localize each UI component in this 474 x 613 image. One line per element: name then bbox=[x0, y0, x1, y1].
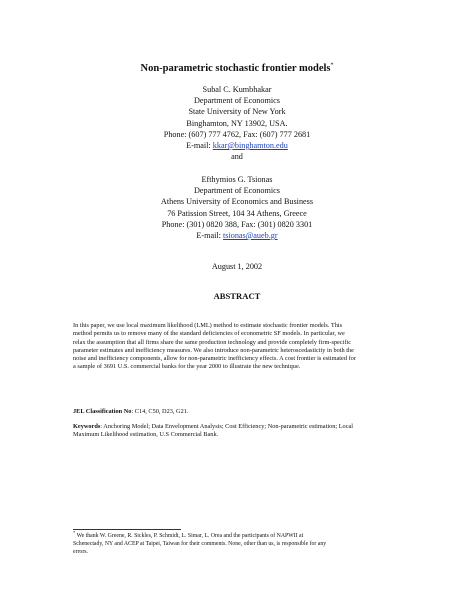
footnote-line bbox=[73, 530, 373, 541]
footnote-line: errors. bbox=[73, 548, 88, 555]
abstract-line: relax the assumption that all firms share the same production technology and provide completely firm-specific bbox=[73, 338, 352, 346]
author-phone: Phone: (607) 777 4762, Fax: (607) 777 2681 bbox=[163, 129, 311, 139]
footnote-line: Schenectady, NY and ACEP at Taipei, Taiwan for their comments. None, other than us, is responsible for any bbox=[73, 540, 327, 547]
author-block-1 bbox=[0, 84, 474, 151]
jel-value: : C14, C50, D23, G21. bbox=[131, 408, 189, 415]
abstract-line: noise and inefficiency components, allow for non-parametric inefficiency effects. A cost frontier is estimated for bbox=[73, 355, 356, 363]
footnote-mark: * bbox=[73, 530, 76, 536]
abstract-line: In this paper, we use local maximum likelihood (LML) method to estimate stochastic frontier models. This bbox=[73, 322, 343, 329]
footnote-text: We thank W. Greene, R. Sickles, P. Schmidt, L. Simar, L. Orea and the participants of NAPWII at bbox=[75, 533, 304, 539]
author-email-line bbox=[0, 140, 474, 151]
abstract-body bbox=[73, 322, 401, 372]
footnote bbox=[73, 530, 373, 556]
keywords bbox=[73, 423, 373, 440]
jel-label: JEL Classification No bbox=[73, 408, 132, 415]
author-department: Department of Economics bbox=[194, 96, 280, 106]
abstract-line: method permits us to remove many of the standard deficiencies of econometric SF models. In particular, we bbox=[73, 330, 345, 338]
title-footnote-mark: * bbox=[330, 62, 334, 69]
author-university: State University of New York bbox=[188, 107, 286, 117]
abstract-line: a sample of 3691 U.S. commercial banks for the year 2000 to illustrate the new technique. bbox=[73, 363, 301, 371]
abstract-heading: ABSTRACT bbox=[213, 291, 261, 301]
email-label: E-mail: bbox=[186, 141, 213, 151]
author-address: Binghamton, NY 13902, USA. bbox=[186, 118, 288, 128]
author-name: Subal C. Kumbhakar bbox=[202, 85, 272, 94]
title-text: Non-parametric stochastic frontier models bbox=[140, 63, 331, 74]
author-block-2 bbox=[0, 174, 474, 241]
author-email-line bbox=[0, 230, 474, 241]
keywords-text: : Anchoring Model; Data Envelopment Analysis; Cost Efficiency; Non-parametric estimation; Local bbox=[100, 423, 354, 430]
keywords-line: Maximum Likelihood estimation, U.S Commercial Bank. bbox=[73, 431, 219, 439]
jel-classification bbox=[73, 408, 401, 416]
email-label: E-mail: bbox=[196, 231, 223, 241]
paper-date: August 1, 2002 bbox=[211, 262, 263, 271]
keywords-line bbox=[73, 423, 373, 431]
author-department: Department of Economics bbox=[194, 186, 280, 196]
author-address: 76 Patission Street, 104 34 Athens, Greece bbox=[167, 208, 307, 218]
author-name: Efthymios G. Tsionas bbox=[201, 175, 273, 184]
abstract-line: parameter estimates and inefficiency measures. We also introduce non-parametric heteroscedasticity in both the bbox=[73, 346, 354, 354]
author-phone: Phone: (301) 0820 388, Fax: (301) 0820 3301 bbox=[161, 219, 313, 229]
author-university: Athens University of Economics and Business bbox=[160, 197, 314, 207]
author-email-link[interactable]: tsionas@aueb.gr bbox=[223, 231, 278, 241]
keywords-label: Keywords bbox=[73, 423, 101, 430]
paper-title bbox=[0, 63, 474, 74]
author-email-link[interactable]: kkar@binghamton.edu bbox=[212, 141, 288, 151]
footnote-divider bbox=[73, 529, 181, 530]
and-separator: and bbox=[231, 152, 243, 161]
